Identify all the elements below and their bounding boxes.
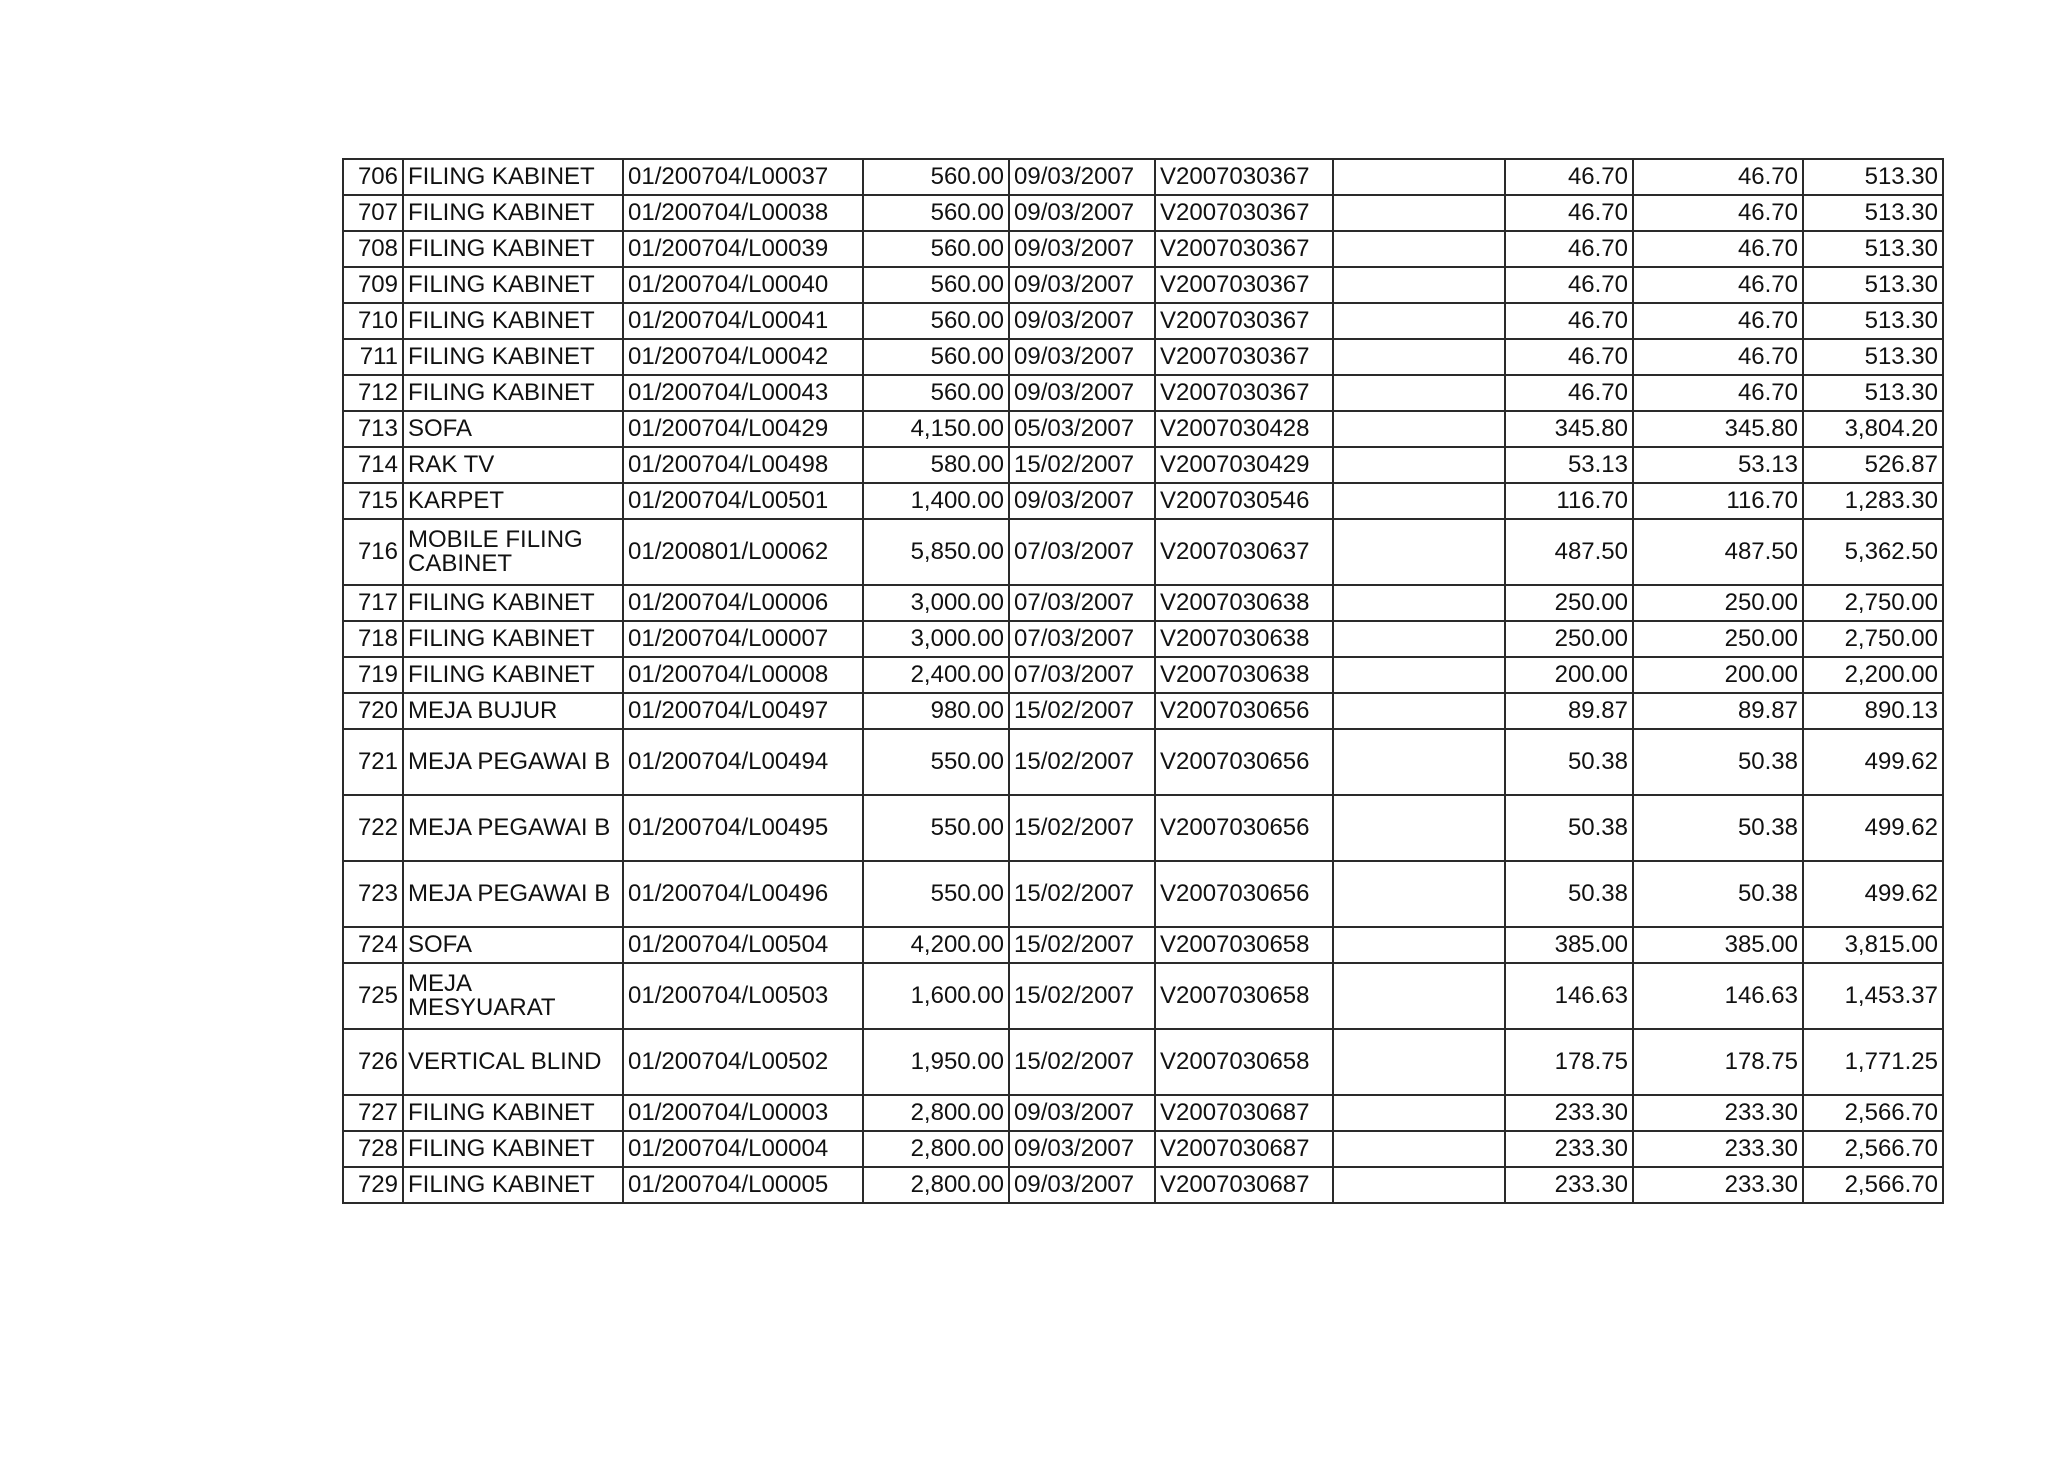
net-book-value-cell: 2,200.00 — [1803, 657, 1943, 693]
empty-cell — [1333, 861, 1505, 927]
item-name-cell: FILING KABINET — [403, 339, 623, 375]
row-number-cell: 715 — [343, 483, 403, 519]
depreciation-cell: 487.50 — [1505, 519, 1633, 585]
asset-code-cell: 01/200704/L00004 — [623, 1131, 863, 1167]
voucher-cell: V2007030658 — [1155, 927, 1333, 963]
empty-cell — [1333, 729, 1505, 795]
voucher-cell: V2007030656 — [1155, 861, 1333, 927]
table-row — [343, 963, 1943, 1029]
date-cell: 05/03/2007 — [1009, 411, 1155, 447]
cost-cell: 4,150.00 — [863, 411, 1009, 447]
row-number-cell: 718 — [343, 621, 403, 657]
date-cell: 09/03/2007 — [1009, 303, 1155, 339]
cost-cell: 560.00 — [863, 159, 1009, 195]
cost-cell: 2,800.00 — [863, 1095, 1009, 1131]
row-number-cell: 708 — [343, 231, 403, 267]
accumulated-depreciation-cell: 233.30 — [1633, 1095, 1803, 1131]
cost-cell: 2,400.00 — [863, 657, 1009, 693]
accumulated-depreciation-cell: 200.00 — [1633, 657, 1803, 693]
cost-cell: 560.00 — [863, 339, 1009, 375]
net-book-value-cell: 513.30 — [1803, 375, 1943, 411]
item-name-cell: SOFA — [403, 411, 623, 447]
item-name-cell: MEJA BUJUR — [403, 693, 623, 729]
voucher-cell: V2007030658 — [1155, 1029, 1333, 1095]
table-row — [343, 447, 1943, 483]
date-cell: 09/03/2007 — [1009, 267, 1155, 303]
date-cell: 09/03/2007 — [1009, 483, 1155, 519]
table-row — [343, 303, 1943, 339]
voucher-cell: V2007030367 — [1155, 303, 1333, 339]
empty-cell — [1333, 519, 1505, 585]
depreciation-cell: 385.00 — [1505, 927, 1633, 963]
item-name-cell: FILING KABINET — [403, 1167, 623, 1203]
depreciation-cell: 200.00 — [1505, 657, 1633, 693]
row-number-cell: 717 — [343, 585, 403, 621]
accumulated-depreciation-cell: 233.30 — [1633, 1167, 1803, 1203]
asset-code-cell: 01/200704/L00008 — [623, 657, 863, 693]
cost-cell: 1,400.00 — [863, 483, 1009, 519]
empty-cell — [1333, 657, 1505, 693]
date-cell: 09/03/2007 — [1009, 1095, 1155, 1131]
asset-code-cell: 01/200704/L00501 — [623, 483, 863, 519]
depreciation-cell: 46.70 — [1505, 375, 1633, 411]
row-number-cell: 709 — [343, 267, 403, 303]
net-book-value-cell: 499.62 — [1803, 795, 1943, 861]
cost-cell: 1,600.00 — [863, 963, 1009, 1029]
voucher-cell: V2007030546 — [1155, 483, 1333, 519]
voucher-cell: V2007030367 — [1155, 375, 1333, 411]
empty-cell — [1333, 339, 1505, 375]
item-name-cell: FILING KABINET — [403, 195, 623, 231]
empty-cell — [1333, 1167, 1505, 1203]
net-book-value-cell: 526.87 — [1803, 447, 1943, 483]
item-name-cell: MEJA PEGAWAI B — [403, 861, 623, 927]
accumulated-depreciation-cell: 46.70 — [1633, 339, 1803, 375]
date-cell: 15/02/2007 — [1009, 963, 1155, 1029]
date-cell: 09/03/2007 — [1009, 159, 1155, 195]
voucher-cell: V2007030367 — [1155, 159, 1333, 195]
asset-code-cell: 01/200704/L00007 — [623, 621, 863, 657]
voucher-cell: V2007030367 — [1155, 231, 1333, 267]
asset-code-cell: 01/200704/L00495 — [623, 795, 863, 861]
table-row — [343, 861, 1943, 927]
asset-code-cell: 01/200704/L00006 — [623, 585, 863, 621]
table-row — [343, 159, 1943, 195]
table-row — [343, 195, 1943, 231]
depreciation-cell: 250.00 — [1505, 621, 1633, 657]
row-number-cell: 719 — [343, 657, 403, 693]
cost-cell: 550.00 — [863, 861, 1009, 927]
asset-code-cell: 01/200704/L00504 — [623, 927, 863, 963]
row-number-cell: 724 — [343, 927, 403, 963]
depreciation-cell: 233.30 — [1505, 1131, 1633, 1167]
item-name-cell: RAK TV — [403, 447, 623, 483]
item-name-cell: FILING KABINET — [403, 1095, 623, 1131]
net-book-value-cell: 2,566.70 — [1803, 1167, 1943, 1203]
empty-cell — [1333, 621, 1505, 657]
date-cell: 07/03/2007 — [1009, 519, 1155, 585]
empty-cell — [1333, 411, 1505, 447]
table-row — [343, 693, 1943, 729]
empty-cell — [1333, 795, 1505, 861]
depreciation-cell: 345.80 — [1505, 411, 1633, 447]
accumulated-depreciation-cell: 50.38 — [1633, 795, 1803, 861]
empty-cell — [1333, 1029, 1505, 1095]
accumulated-depreciation-cell: 250.00 — [1633, 585, 1803, 621]
empty-cell — [1333, 927, 1505, 963]
table-row — [343, 267, 1943, 303]
depreciation-cell: 233.30 — [1505, 1167, 1633, 1203]
asset-code-cell: 01/200704/L00038 — [623, 195, 863, 231]
table-row — [343, 483, 1943, 519]
net-book-value-cell: 2,566.70 — [1803, 1095, 1943, 1131]
date-cell: 09/03/2007 — [1009, 339, 1155, 375]
cost-cell: 4,200.00 — [863, 927, 1009, 963]
date-cell: 15/02/2007 — [1009, 447, 1155, 483]
voucher-cell: V2007030656 — [1155, 693, 1333, 729]
net-book-value-cell: 513.30 — [1803, 267, 1943, 303]
accumulated-depreciation-cell: 46.70 — [1633, 231, 1803, 267]
voucher-cell: V2007030687 — [1155, 1095, 1333, 1131]
depreciation-cell: 178.75 — [1505, 1029, 1633, 1095]
table-row — [343, 339, 1943, 375]
accumulated-depreciation-cell: 116.70 — [1633, 483, 1803, 519]
empty-cell — [1333, 195, 1505, 231]
row-number-cell: 720 — [343, 693, 403, 729]
item-name-cell: MEJA PEGAWAI B — [403, 729, 623, 795]
table-row — [343, 657, 1943, 693]
asset-code-cell: 01/200704/L00498 — [623, 447, 863, 483]
depreciation-cell: 50.38 — [1505, 795, 1633, 861]
voucher-cell: V2007030638 — [1155, 621, 1333, 657]
empty-cell — [1333, 963, 1505, 1029]
asset-code-cell: 01/200704/L00497 — [623, 693, 863, 729]
voucher-cell: V2007030638 — [1155, 657, 1333, 693]
depreciation-cell: 53.13 — [1505, 447, 1633, 483]
date-cell: 07/03/2007 — [1009, 621, 1155, 657]
row-number-cell: 722 — [343, 795, 403, 861]
asset-code-cell: 01/200704/L00039 — [623, 231, 863, 267]
empty-cell — [1333, 585, 1505, 621]
depreciation-cell: 146.63 — [1505, 963, 1633, 1029]
row-number-cell: 714 — [343, 447, 403, 483]
net-book-value-cell: 499.62 — [1803, 729, 1943, 795]
table-row — [343, 1095, 1943, 1131]
net-book-value-cell: 890.13 — [1803, 693, 1943, 729]
cost-cell: 2,800.00 — [863, 1167, 1009, 1203]
voucher-cell: V2007030637 — [1155, 519, 1333, 585]
cost-cell: 560.00 — [863, 375, 1009, 411]
item-name-cell: FILING KABINET — [403, 267, 623, 303]
table-row — [343, 621, 1943, 657]
accumulated-depreciation-cell: 46.70 — [1633, 375, 1803, 411]
cost-cell: 560.00 — [863, 267, 1009, 303]
accumulated-depreciation-cell: 46.70 — [1633, 195, 1803, 231]
asset-table — [342, 158, 1944, 1204]
item-name-cell: FILING KABINET — [403, 585, 623, 621]
row-number-cell: 726 — [343, 1029, 403, 1095]
depreciation-cell: 50.38 — [1505, 861, 1633, 927]
item-name-cell: KARPET — [403, 483, 623, 519]
date-cell: 07/03/2007 — [1009, 657, 1155, 693]
table-row — [343, 519, 1943, 585]
empty-cell — [1333, 693, 1505, 729]
empty-cell — [1333, 1131, 1505, 1167]
net-book-value-cell: 499.62 — [1803, 861, 1943, 927]
net-book-value-cell: 513.30 — [1803, 159, 1943, 195]
voucher-cell: V2007030367 — [1155, 339, 1333, 375]
asset-code-cell: 01/200704/L00503 — [623, 963, 863, 1029]
depreciation-cell: 46.70 — [1505, 195, 1633, 231]
depreciation-cell: 250.00 — [1505, 585, 1633, 621]
accumulated-depreciation-cell: 250.00 — [1633, 621, 1803, 657]
date-cell: 15/02/2007 — [1009, 927, 1155, 963]
cost-cell: 980.00 — [863, 693, 1009, 729]
cost-cell: 550.00 — [863, 795, 1009, 861]
date-cell: 09/03/2007 — [1009, 375, 1155, 411]
cost-cell: 560.00 — [863, 303, 1009, 339]
row-number-cell: 713 — [343, 411, 403, 447]
empty-cell — [1333, 483, 1505, 519]
accumulated-depreciation-cell: 487.50 — [1633, 519, 1803, 585]
table-row — [343, 411, 1943, 447]
asset-code-cell: 01/200704/L00041 — [623, 303, 863, 339]
table-row — [343, 375, 1943, 411]
asset-table-body — [343, 159, 1943, 1203]
row-number-cell: 711 — [343, 339, 403, 375]
net-book-value-cell: 2,750.00 — [1803, 585, 1943, 621]
date-cell: 07/03/2007 — [1009, 585, 1155, 621]
row-number-cell: 721 — [343, 729, 403, 795]
depreciation-cell: 46.70 — [1505, 159, 1633, 195]
voucher-cell: V2007030687 — [1155, 1167, 1333, 1203]
empty-cell — [1333, 303, 1505, 339]
row-number-cell: 723 — [343, 861, 403, 927]
row-number-cell: 712 — [343, 375, 403, 411]
asset-code-cell: 01/200704/L00037 — [623, 159, 863, 195]
date-cell: 15/02/2007 — [1009, 861, 1155, 927]
voucher-cell: V2007030656 — [1155, 795, 1333, 861]
depreciation-cell: 116.70 — [1505, 483, 1633, 519]
asset-code-cell: 01/200704/L00042 — [623, 339, 863, 375]
voucher-cell: V2007030656 — [1155, 729, 1333, 795]
net-book-value-cell: 3,815.00 — [1803, 927, 1943, 963]
depreciation-cell: 89.87 — [1505, 693, 1633, 729]
voucher-cell: V2007030429 — [1155, 447, 1333, 483]
accumulated-depreciation-cell: 53.13 — [1633, 447, 1803, 483]
row-number-cell: 706 — [343, 159, 403, 195]
date-cell: 15/02/2007 — [1009, 1029, 1155, 1095]
voucher-cell: V2007030367 — [1155, 195, 1333, 231]
cost-cell: 1,950.00 — [863, 1029, 1009, 1095]
net-book-value-cell: 1,771.25 — [1803, 1029, 1943, 1095]
date-cell: 15/02/2007 — [1009, 729, 1155, 795]
accumulated-depreciation-cell: 50.38 — [1633, 861, 1803, 927]
date-cell: 09/03/2007 — [1009, 1131, 1155, 1167]
asset-code-cell: 01/200704/L00502 — [623, 1029, 863, 1095]
accumulated-depreciation-cell: 46.70 — [1633, 267, 1803, 303]
item-name-cell: VERTICAL BLIND — [403, 1029, 623, 1095]
net-book-value-cell: 1,453.37 — [1803, 963, 1943, 1029]
asset-code-cell: 01/200704/L00429 — [623, 411, 863, 447]
depreciation-cell: 50.38 — [1505, 729, 1633, 795]
row-number-cell: 710 — [343, 303, 403, 339]
accumulated-depreciation-cell: 146.63 — [1633, 963, 1803, 1029]
asset-code-cell: 01/200704/L00040 — [623, 267, 863, 303]
accumulated-depreciation-cell: 178.75 — [1633, 1029, 1803, 1095]
table-row — [343, 1131, 1943, 1167]
item-name-cell: MEJA MESYUARAT — [403, 963, 623, 1029]
date-cell: 09/03/2007 — [1009, 195, 1155, 231]
item-name-cell: MEJA PEGAWAI B — [403, 795, 623, 861]
table-row — [343, 1167, 1943, 1203]
item-name-cell: FILING KABINET — [403, 621, 623, 657]
item-name-cell: FILING KABINET — [403, 1131, 623, 1167]
depreciation-cell: 233.30 — [1505, 1095, 1633, 1131]
cost-cell: 3,000.00 — [863, 585, 1009, 621]
voucher-cell: V2007030658 — [1155, 963, 1333, 1029]
table-row — [343, 231, 1943, 267]
voucher-cell: V2007030428 — [1155, 411, 1333, 447]
depreciation-cell: 46.70 — [1505, 339, 1633, 375]
accumulated-depreciation-cell: 345.80 — [1633, 411, 1803, 447]
voucher-cell: V2007030367 — [1155, 267, 1333, 303]
cost-cell: 580.00 — [863, 447, 1009, 483]
item-name-cell: FILING KABINET — [403, 231, 623, 267]
asset-code-cell: 01/200704/L00043 — [623, 375, 863, 411]
asset-register-sheet — [342, 158, 1944, 1204]
item-name-cell: SOFA — [403, 927, 623, 963]
accumulated-depreciation-cell: 50.38 — [1633, 729, 1803, 795]
net-book-value-cell: 1,283.30 — [1803, 483, 1943, 519]
item-name-cell: FILING KABINET — [403, 159, 623, 195]
net-book-value-cell: 5,362.50 — [1803, 519, 1943, 585]
net-book-value-cell: 513.30 — [1803, 303, 1943, 339]
item-name-cell: FILING KABINET — [403, 375, 623, 411]
date-cell: 09/03/2007 — [1009, 231, 1155, 267]
date-cell: 15/02/2007 — [1009, 795, 1155, 861]
table-row — [343, 795, 1943, 861]
row-number-cell: 725 — [343, 963, 403, 1029]
table-row — [343, 927, 1943, 963]
accumulated-depreciation-cell: 46.70 — [1633, 303, 1803, 339]
asset-code-cell: 01/200704/L00496 — [623, 861, 863, 927]
empty-cell — [1333, 1095, 1505, 1131]
item-name-cell: FILING KABINET — [403, 657, 623, 693]
depreciation-cell: 46.70 — [1505, 303, 1633, 339]
empty-cell — [1333, 447, 1505, 483]
net-book-value-cell: 2,566.70 — [1803, 1131, 1943, 1167]
empty-cell — [1333, 231, 1505, 267]
cost-cell: 560.00 — [863, 195, 1009, 231]
cost-cell: 560.00 — [863, 231, 1009, 267]
voucher-cell: V2007030638 — [1155, 585, 1333, 621]
cost-cell: 3,000.00 — [863, 621, 1009, 657]
accumulated-depreciation-cell: 385.00 — [1633, 927, 1803, 963]
net-book-value-cell: 3,804.20 — [1803, 411, 1943, 447]
net-book-value-cell: 2,750.00 — [1803, 621, 1943, 657]
net-book-value-cell: 513.30 — [1803, 231, 1943, 267]
asset-code-cell: 01/200801/L00062 — [623, 519, 863, 585]
cost-cell: 5,850.00 — [863, 519, 1009, 585]
net-book-value-cell: 513.30 — [1803, 339, 1943, 375]
empty-cell — [1333, 159, 1505, 195]
row-number-cell: 716 — [343, 519, 403, 585]
cost-cell: 550.00 — [863, 729, 1009, 795]
row-number-cell: 707 — [343, 195, 403, 231]
accumulated-depreciation-cell: 89.87 — [1633, 693, 1803, 729]
empty-cell — [1333, 267, 1505, 303]
asset-code-cell: 01/200704/L00005 — [623, 1167, 863, 1203]
table-row — [343, 585, 1943, 621]
asset-code-cell: 01/200704/L00494 — [623, 729, 863, 795]
net-book-value-cell: 513.30 — [1803, 195, 1943, 231]
asset-code-cell: 01/200704/L00003 — [623, 1095, 863, 1131]
accumulated-depreciation-cell: 233.30 — [1633, 1131, 1803, 1167]
row-number-cell: 729 — [343, 1167, 403, 1203]
item-name-cell: FILING KABINET — [403, 303, 623, 339]
voucher-cell: V2007030687 — [1155, 1131, 1333, 1167]
table-row — [343, 729, 1943, 795]
date-cell: 09/03/2007 — [1009, 1167, 1155, 1203]
row-number-cell: 728 — [343, 1131, 403, 1167]
table-row — [343, 1029, 1943, 1095]
depreciation-cell: 46.70 — [1505, 267, 1633, 303]
accumulated-depreciation-cell: 46.70 — [1633, 159, 1803, 195]
empty-cell — [1333, 375, 1505, 411]
row-number-cell: 727 — [343, 1095, 403, 1131]
depreciation-cell: 46.70 — [1505, 231, 1633, 267]
date-cell: 15/02/2007 — [1009, 693, 1155, 729]
cost-cell: 2,800.00 — [863, 1131, 1009, 1167]
item-name-cell: MOBILE FILING CABINET — [403, 519, 623, 585]
